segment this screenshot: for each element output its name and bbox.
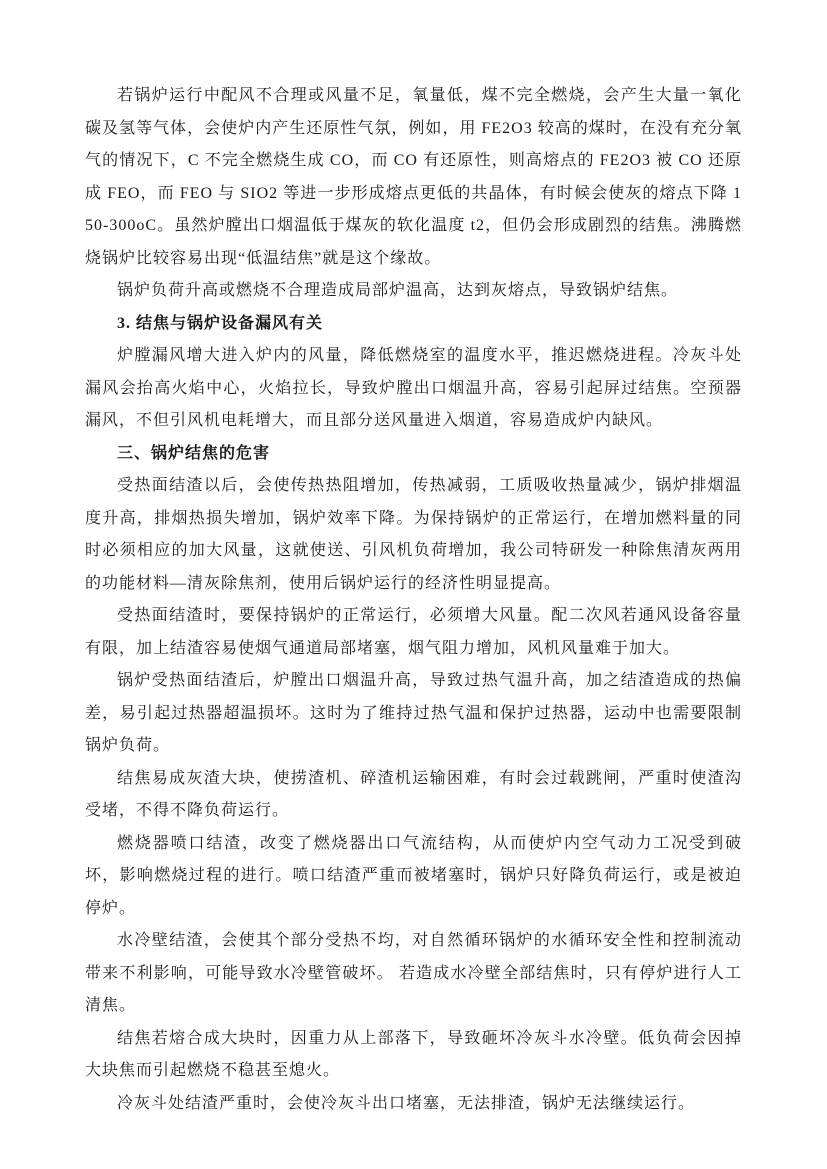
paragraph-slagging-heat-transfer-efficiency: 受热面结渣以后，会使传热热阻增加，传热减弱，工质吸收热量减少，锅炉排烟温度升高，排烟热损失增加，锅炉效率下降。为保持锅炉的正常运行，在增加燃料量的同时必须相应的加大风量，这就使送、引风机负荷增加，我公司特研发一种除焦清灰两用的功能材料—清灰除焦剂，使用后锅炉运行的经济性明显提高。 xyxy=(85,477,742,592)
paragraph-cold-ash-hopper-blockage: 冷灰斗处结渣严重时，会使冷灰斗出口堵塞，无法排渣，锅炉无法继续运行。 xyxy=(117,1094,696,1112)
heading-section-three-coking-hazards: 三、锅炉结焦的危害 xyxy=(117,444,271,462)
paragraph-reducing-atmosphere-low-temp-coking: 若锅炉运行中配风不合理或风量不足，氧量低，煤不完全燃烧，会产生大量一氧化碳及氢等气体，会使炉内产生还原性气氛，例如，用 FE2O3 较高的煤时，在没有充分氧气的情况下，C 不完全燃烧生成 CO，而 CO 有还原性，则高熔点的 FE2O3 被 CO 还原成 FEO，而 FEO 与 SIO2 等进一步形成熔点更低的共晶体，有时候会使灰的熔点下降 150-300oC。虽然炉膛出口烟温低于煤灰的软化温度 t2，但仍会形成剧烈的结焦。沸腾燃烧锅炉比较容易出现“低温结焦”就是这个缘故。 xyxy=(85,87,742,267)
paragraph-superheater-overtemperature: 锅炉受热面结渣后，炉膛出口烟温升高，导致过热气温升高，加之结渣造成的热偏差，易引起过热器超温损坏。这时为了维持过热气温和保护过热器，运动中也需要限制锅炉负荷。 xyxy=(85,672,742,754)
paragraph-water-wall-slagging: 水冷壁结渣，会使其个部分受热不均，对自然循环锅炉的水循环安全性和控制流动带来不利影响，可能导致水冷壁管破坏。 若造成水冷壁全部结焦时，只有停炉进行人工清焦。 xyxy=(85,932,742,1014)
paragraph-burner-nozzle-slagging: 燃烧器喷口结渣，改变了燃烧器出口气流结构，从而使炉内空气动力工况受到破坏，影响燃烧过程的进行。喷口结渣严重而被堵塞时，锅炉只好降负荷运行，或是被迫停炉。 xyxy=(85,834,742,917)
paragraph-falling-slag-blocks: 结焦若熔合成大块时，因重力从上部落下，导致砸坏冷灰斗水冷壁。低负荷会因掉大块焦而引起燃烧不稳甚至熄火。 xyxy=(85,1029,742,1079)
paragraph-high-load-local-furnace-temperature: 锅炉负荷升高或燃烧不合理造成局部炉温高，达到灰熔点，导致锅炉结焦。 xyxy=(117,282,679,299)
paragraph-slagging-fan-capacity-limit: 受热面结渣时，要保持锅炉的正常运行，必须增大风量。配二次风若通风设备容量有限，加上结渣容易使烟气通道局部堵塞，烟气阻力增加，风机风量难于加大。 xyxy=(85,607,742,657)
paragraph-slag-removal-equipment-overload: 结焦易成灰渣大块，使捞渣机、碎渣机运输困难，有时会过载跳闸，严重时使渣沟受堵，不得不降负荷运行。 xyxy=(85,769,742,819)
document-body xyxy=(85,80,742,1120)
heading-section-3-coking-and-air-leakage: 3. 结焦与锅炉设备漏风有关 xyxy=(117,314,324,332)
paragraph-air-leakage-effects: 炉膛漏风增大进入炉内的风量，降低燃烧室的温度水平，推迟燃烧进程。冷灰斗处漏风会抬高火焰中心，火焰拉长，导致炉膛出口烟温升高，容易引起屏过结焦。空预器漏风，不但引风机电耗增大，而且部分送风量进入烟道，容易造成炉内缺风。 xyxy=(85,347,742,429)
